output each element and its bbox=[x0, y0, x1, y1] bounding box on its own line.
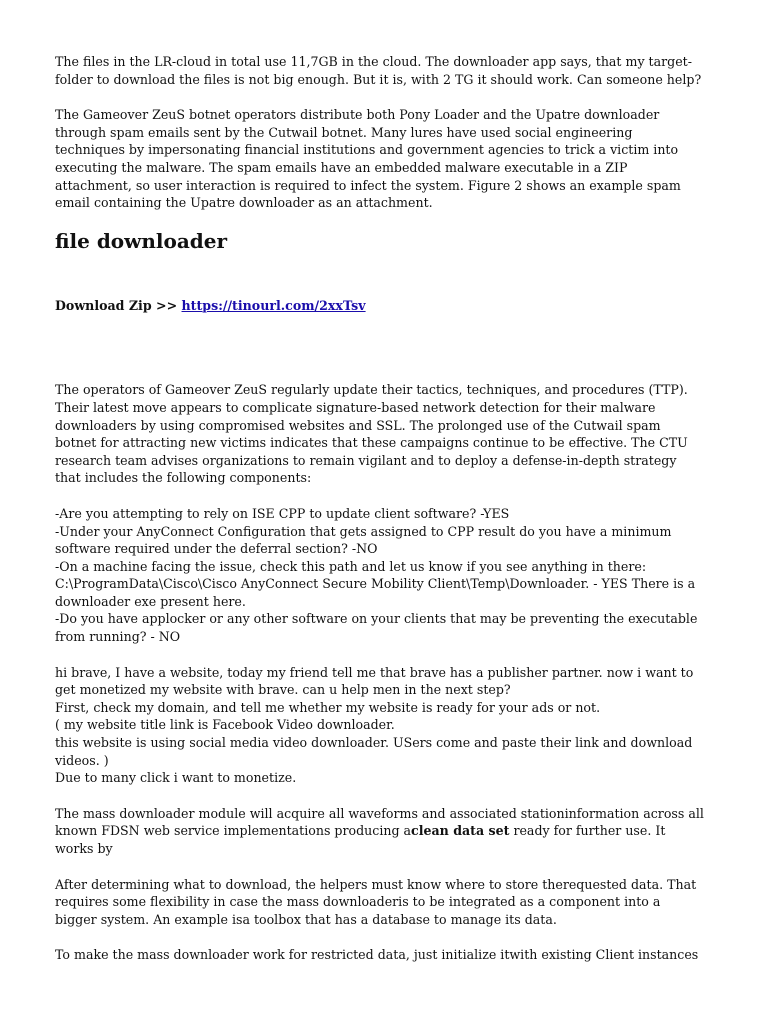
p6-bold-text: clean data set bbox=[411, 823, 510, 839]
paragraph-mass-downloader-module bbox=[55, 805, 717, 858]
paragraph-brave-monetize: hi brave, I have a website, today my friend tell me that brave has a publisher partner. now i want to get monetized my website with brave. can u help men in the next step? First, check my domain, and tell me whether my website is ready for your ads or not. ( my website title link is Facebook Video downloader. this website is using social media video downloader. USers come and paste their link and download videos. ) Due to many click i want to monetize. bbox=[55, 664, 694, 786]
paragraph-gameover-zeus-spam: The Gameover ZeuS botnet operators distribute both Pony Loader and the Upatre downloader through spam emails sent by the Cutwail botnet. Many lures have used social engineering techniques by impersonating financial institutions and government agencies to trick a victim into executing the malware. The spam emails have an embedded malware executable in a ZIP attachment, so user interaction is required to infect the system. Figure 2 shows an example spam email containing the Upatre downloader as an attachment. bbox=[55, 107, 681, 211]
download-label: Download Zip >> bbox=[55, 297, 182, 313]
paragraph-storage-helpers: After determining what to download, the helpers must know where to store therequested data. That requires some flexibility in case the mass downloaderis to be integrated as a component into a bigger system. An example isa toolbox that has a database to manage its data. bbox=[55, 876, 697, 927]
download-line bbox=[55, 297, 717, 315]
p6-text-before: The mass downloader module will acquire all waveforms and associated stationinformation across all known FDSN web service implementations producing a bbox=[55, 805, 704, 839]
paragraph-restricted-data: To make the mass downloader work for restricted data, just initialize itwith existing Client instances bbox=[55, 947, 699, 963]
download-link[interactable]: https://tinourl.com/2xxTsv bbox=[181, 297, 366, 313]
paragraph-lr-cloud: The files in the LR-cloud in total use 11,7GB in the cloud. The downloader app says, that my target- folder to download the files is not big enough. But it is, with 2 TG it should work. Can someone help? bbox=[55, 54, 702, 87]
page-heading: file downloader bbox=[55, 228, 228, 253]
paragraph-anyconnect-qa: -Are you attempting to rely on ISE CPP to update client software? -YES -Under your AnyConnect Configuration that gets assigned to CPP result do you have a minimum software required under the deferral section? -NO -On a machine facing the issue, check this path and let us know if you see anything in there: C:\ProgramData\Cisco\Cisco AnyConnect Secure Mobility Client\Temp\Downloader. - YES There is a downloader exe present here. -Do you have applocker or any other software on your clients that may be preventing the executable from running? - NO bbox=[55, 505, 698, 645]
p6-text-after: ready for further use. It works by bbox=[55, 823, 666, 856]
paragraph-ttp-update: The operators of Gameover ZeuS regularly update their tactics, techniques, and procedures (TTP). Their latest move appears to complicate signature-based network detection for their malware downloaders by using compromised websites and SSL. The prolonged use of the Cutwail spam botnet for attracting new victims indicates that these campaigns continue to be effective. The CTU research team advises organizations to remain vigilant and to deploy a defense-in-depth strategy that includes the following components: bbox=[55, 382, 688, 486]
document-page bbox=[55, 53, 717, 964]
